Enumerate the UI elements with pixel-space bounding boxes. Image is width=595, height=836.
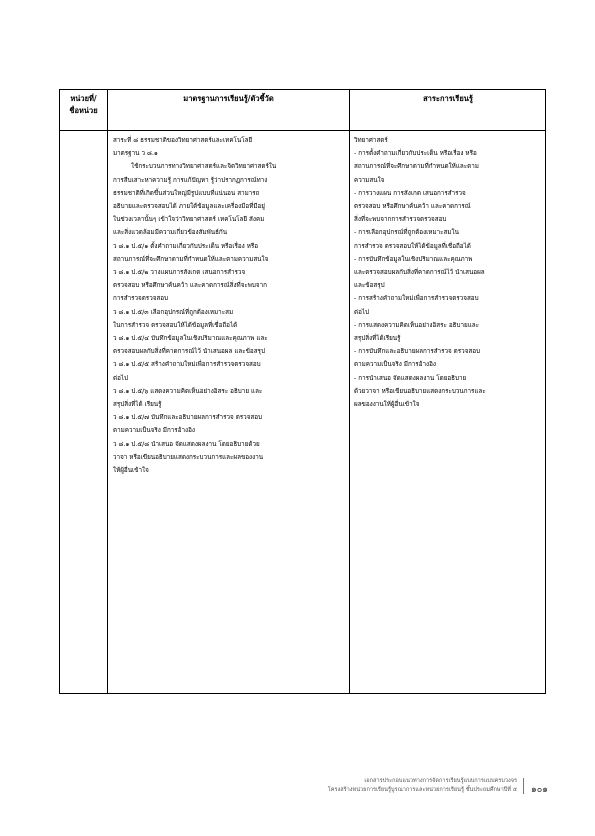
standards-line: ว ๘.๑ ป.๕/๑ ตั้งคำถามเกี่ยวกับประเด็น หรือเรื่อง หรือ — [113, 242, 259, 250]
content-line: ต่อไป — [354, 308, 370, 316]
standards-line: ตามความเป็นจริง มีการอ้างอิง — [113, 427, 195, 435]
standards-line: วาจา หรือเขียนอธิบายแสดงกระบวนการและผลของงาน — [113, 453, 264, 461]
content-line: และตรวจสอบผลกับสิ่งที่คาดการณ์ไว้ นำเสนอผล — [354, 269, 485, 277]
header-divider — [60, 130, 545, 131]
standards-header: มาตรฐานการเรียนรู้/ตัวชี้วัด — [183, 94, 274, 103]
content-line: - การแสดงความคิดเห็นอย่างอิสระ อธิบายและ — [354, 321, 480, 329]
standards-line: การสืบเสาะหาความรู้ การแก้ปัญหา รู้ว่าปรากฏการณ์ทาง — [113, 176, 268, 184]
footer-separator — [523, 778, 524, 794]
standards-line: อธิบายและตรวจสอบได้ ภายใต้ข้อมูลและเครื่องมือที่มีอยู่ — [113, 203, 265, 211]
standards-line: ใช้กระบวนการทางวิทยาศาสตร์และจิตวิทยาศาสตร์ใน — [131, 163, 277, 171]
standards-line: และสิ่งแวดล้อมมีความเกี่ยวข้องสัมพันธ์กัน — [113, 229, 228, 237]
standards-line: ว ๘.๑ ป.๕/๘ นำเสนอ จัดแสดงผลงาน โดยอธิบายด้วย — [113, 440, 260, 448]
content-column — [354, 134, 544, 411]
content-line: ผลของงานให้ผู้อื่นเข้าใจ — [354, 401, 420, 409]
unit-header-line-1: หน่วยที่/ — [70, 94, 97, 103]
standards-line: ต่อไป — [113, 374, 129, 382]
content-header: สาระการเรียนรู้ — [423, 94, 473, 103]
standards-line: ว ๘.๑ ป.๕/๗ บันทึกและอธิบายผลการสำรวจ ตรวจสอบ — [113, 414, 263, 422]
content-line: - การตั้งคำถามเกี่ยวกับประเด็น หรือเรื่อง หรือ — [354, 150, 477, 158]
content-line: การสำรวจ ตรวจสอบให้ได้ข้อมูลที่เชื่อถือได้ — [354, 242, 471, 250]
content-line: สรุปสิ่งที่ได้เรียนรู้ — [354, 335, 401, 343]
page-footer — [328, 777, 517, 795]
standards-line: ตรวจสอบผลกับสิ่งที่คาดการณ์ไว้ นำเสนอผล และข้อสรุป — [113, 348, 265, 356]
standards-column — [113, 134, 345, 477]
standards-line: ให้ผู้อื่นเข้าใจ — [113, 467, 149, 475]
standards-line: ว ๘.๑ ป.๕/๒ วางแผนการสังเกต เสนอการสำรวจ — [113, 269, 246, 277]
content-line: - การสร้างคำถามใหม่เพื่อการสำรวจตรวจสอบ — [354, 295, 479, 303]
standards-line: มาตรฐาน ว ๘.๑ — [113, 150, 158, 158]
content-line: - การนำเสนอ จัดแสดงผลงาน โดยอธิบาย — [354, 374, 467, 382]
footer-line-2: โครงสร้างหน่วยการเรียนรู้บูรณาการและหน่วยการเรียนรู้ ชั้นประถมศึกษาปีที่ ๕ — [327, 787, 517, 793]
standards-line: ธรรมชาติที่เกิดขึ้นส่วนใหญ่มีรูปแบบที่แน่นอน สามารถ — [113, 189, 260, 197]
content-line: ตามความเป็นจริง มีการอ้างอิง — [354, 361, 436, 369]
content-line: วิทยาศาสตร์ — [354, 137, 388, 144]
content-line: และข้อสรุป — [354, 282, 385, 290]
column-divider — [349, 90, 350, 693]
standards-line: ว ๘.๑ ป.๕/๖ แสดงความคิดเห็นอย่างอิสระ อธิบาย และ — [113, 387, 263, 395]
standards-line: ในการสำรวจ ตรวจสอบให้ได้ข้อมูลที่เชื่อถือได้ — [113, 321, 238, 329]
content-line: สถานการณ์ที่จะศึกษาตามที่กำหนดให้และตาม — [354, 163, 479, 171]
unit-header — [60, 93, 107, 117]
content-line: - การวางแผน การสังเกต เสนอการสำรวจ — [354, 189, 466, 197]
column-divider — [107, 90, 108, 693]
content-line: - การบันทึกข้อมูลในเชิงปริมาณและคุณภาพ — [354, 255, 473, 263]
standards-line: ตรวจสอบ หรือศึกษาค้นคว้า และคาดการณ์สิ่งที่จะพบจาก — [113, 282, 267, 290]
standards-line: สาระที่ ๘ ธรรมชาติของวิทยาศาสตร์และเทคโนโลยี — [113, 137, 253, 144]
content-line: - การเลือกอุปกรณ์ที่ถูกต้องเหมาะสมใน — [354, 229, 459, 237]
curriculum-table — [59, 89, 546, 694]
content-line: สิ่งที่จะพบจากการสำรวจตรวจสอบ — [354, 216, 447, 224]
standards-line: สถานการณ์ที่จะศึกษาตามที่กำหนดให้และตามความสนใจ — [113, 255, 269, 263]
content-line: ความสนใจ — [354, 176, 385, 184]
standards-line: ในช่วงเวลานั้นๆ เข้าใจว่าวิทยาศาสตร์ เทคโนโลยี สังคม — [113, 216, 265, 224]
content-line: ตรวจสอบ หรือศึกษาค้นคว้า และคาดการณ์ — [354, 203, 471, 211]
page-number: ๑๐๑ — [531, 785, 548, 795]
unit-header-line-2: ชื่อหน่วย — [69, 106, 98, 115]
standards-line: ว ๘.๑ ป.๕/๔ บันทึกข้อมูลในเชิงปริมาณและคุณภาพ และ — [113, 335, 268, 343]
standards-line: สรุปสิ่งที่ได้ เรียนรู้ — [113, 401, 162, 409]
standards-line: ว ๘.๑ ป.๕/๕ สร้างคำถามใหม่เพื่อการสำรวจตรวจสอบ — [113, 361, 261, 369]
footer-line-1: เอกสารประกอบแนวทางการจัดการเรียนรู้แบบการแบบครบวงจร — [364, 778, 517, 784]
standards-line: ว ๘.๑ ป.๕/๓ เลือกอุปกรณ์ที่ถูกต้องเหมาะสม — [113, 308, 234, 316]
standards-line: การสำรวจตรวจสอบ — [113, 295, 169, 303]
content-line: - การบันทึกและอธิบายผลการสำรวจ ตรวจสอบ — [354, 348, 481, 356]
content-line: ด้วยวาจา หรือเขียนอธิบายแสดงกระบวนการและ — [354, 387, 486, 395]
